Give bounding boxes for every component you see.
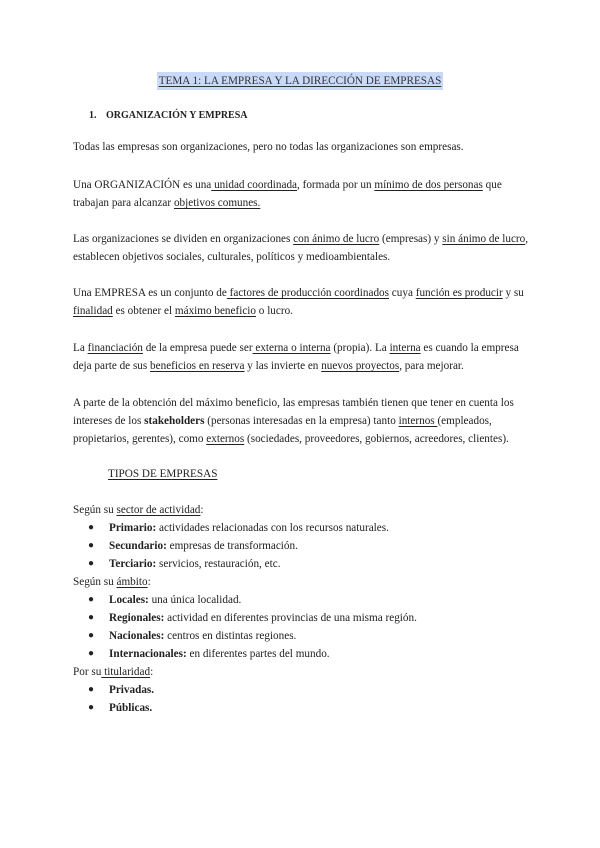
underlined-term: objetivos comunes. bbox=[173, 197, 261, 209]
underlined-term: internos bbox=[398, 415, 438, 427]
item-term: Secundario: bbox=[109, 540, 167, 552]
list-item bbox=[73, 591, 533, 609]
bullet-icon: ● bbox=[88, 648, 95, 659]
underlined-term: finalidad bbox=[73, 305, 113, 317]
group-label-titularidad bbox=[73, 663, 533, 681]
underlined-term: función es producir bbox=[415, 287, 503, 299]
text-run: (empresas) y bbox=[379, 233, 443, 245]
bullet-icon: ● bbox=[88, 522, 95, 533]
list-item bbox=[73, 681, 533, 699]
section-title: ORGANIZACIÓN Y EMPRESA bbox=[106, 110, 248, 121]
bullet-icon: ● bbox=[88, 612, 95, 623]
list-item bbox=[73, 537, 533, 555]
item-desc: una única localidad. bbox=[148, 594, 242, 606]
list-item bbox=[73, 627, 533, 645]
text-run: La bbox=[73, 342, 88, 354]
text-run: : bbox=[150, 666, 154, 678]
titularidad-list bbox=[73, 681, 533, 717]
bullet-icon: ● bbox=[88, 630, 95, 641]
underlined-term: sector de actividad bbox=[116, 504, 201, 516]
text-run: Por su bbox=[73, 666, 102, 678]
item-term: Primario: bbox=[109, 522, 157, 534]
text-run: : bbox=[200, 504, 204, 516]
text-run: Una EMPRESA es un conjunto de bbox=[73, 287, 227, 299]
paragraph-organization-types bbox=[73, 230, 531, 266]
text-run: (propia). La bbox=[330, 342, 390, 354]
text-run: , formada por un bbox=[297, 179, 375, 191]
list-item bbox=[73, 699, 533, 717]
item-desc: empresas de transformación. bbox=[166, 540, 298, 552]
paragraph-stakeholders bbox=[73, 394, 531, 448]
item-term: Nacionales: bbox=[109, 630, 165, 642]
paragraph-company-definition bbox=[73, 284, 531, 320]
text-run: y su bbox=[502, 287, 524, 299]
document-title-wrap bbox=[0, 72, 600, 90]
item-term: Terciario: bbox=[109, 558, 157, 570]
bullet-icon: ● bbox=[88, 594, 95, 605]
item-desc: actividades relacionadas con los recursos naturales. bbox=[156, 522, 389, 534]
ambito-list bbox=[73, 591, 533, 663]
text-run: que trabajan para alcanzar bbox=[73, 179, 502, 209]
underlined-term: máximo beneficio bbox=[174, 305, 256, 317]
paragraph-financing bbox=[73, 339, 531, 375]
text-run: cuya bbox=[389, 287, 416, 299]
section-heading bbox=[89, 107, 248, 125]
underlined-term: titularidad bbox=[101, 666, 151, 678]
item-term: Internacionales: bbox=[109, 648, 187, 660]
text-run: Las organizaciones se dividen en organizaciones bbox=[73, 233, 294, 245]
text-run: y las invierte en bbox=[244, 360, 322, 372]
list-item bbox=[73, 645, 533, 663]
text-run: o lucro. bbox=[256, 305, 293, 317]
underlined-term: sin ánimo de lucro bbox=[442, 233, 526, 245]
text-run: (personas interesadas en la empresa) tanto bbox=[204, 415, 399, 427]
bullet-icon: ● bbox=[88, 558, 95, 569]
section-number: 1. bbox=[89, 110, 97, 121]
underlined-term: factores de producción coordinados bbox=[226, 287, 389, 299]
underlined-term: ámbito bbox=[116, 576, 148, 588]
group-label-sector bbox=[73, 501, 533, 519]
company-types-list bbox=[73, 501, 533, 717]
item-term: Privadas. bbox=[109, 684, 155, 696]
sector-list bbox=[73, 519, 533, 573]
list-item bbox=[73, 519, 533, 537]
group-label-ambito bbox=[73, 573, 533, 591]
underlined-term: nuevos proyectos bbox=[321, 360, 400, 372]
list-item bbox=[73, 555, 533, 573]
text-run: (sociedades, proveedores, gobiernos, acreedores, clientes). bbox=[244, 433, 509, 445]
text-run: de la empresa puede ser bbox=[142, 342, 253, 354]
underlined-term: externa o interna bbox=[252, 342, 331, 354]
text-run: Según su bbox=[73, 576, 117, 588]
text-run: es cuando la empresa deja parte de sus bbox=[73, 342, 519, 372]
text-run: : bbox=[147, 576, 151, 588]
text-run: (empleados, propietarios, gerentes), como bbox=[73, 415, 492, 445]
text-run: A parte de la obtención del máximo beneficio, las empresas también tienen que tener en cuenta los intereses de los bbox=[73, 397, 514, 427]
item-desc: centros en distintas regiones. bbox=[164, 630, 297, 642]
bullet-icon: ● bbox=[88, 702, 95, 713]
text-run: Una ORGANIZACIÓN es una bbox=[73, 179, 212, 191]
underlined-term: interna bbox=[389, 342, 421, 354]
underlined-term: financiación bbox=[87, 342, 143, 354]
underlined-term: unidad coordinada bbox=[211, 179, 298, 191]
text-run: , para mejorar. bbox=[399, 360, 464, 372]
item-desc: actividad en diferentes provincias de una misma región. bbox=[164, 612, 417, 624]
subsection-heading: TIPOS DE EMPRESAS bbox=[108, 468, 218, 480]
paragraph-organization-definition bbox=[73, 176, 531, 212]
bold-term: stakeholders bbox=[144, 415, 205, 427]
item-term: Públicas. bbox=[109, 702, 153, 714]
item-desc: servicios, restauración, etc. bbox=[156, 558, 281, 570]
underlined-term: con ánimo de lucro bbox=[293, 233, 380, 245]
list-item bbox=[73, 609, 533, 627]
text-run: Según su bbox=[73, 504, 117, 516]
bullet-icon: ● bbox=[88, 684, 95, 695]
item-term: Locales: bbox=[109, 594, 149, 606]
underlined-term: beneficios en reserva bbox=[150, 360, 245, 372]
bullet-icon: ● bbox=[88, 540, 95, 551]
text-run: es obtener el bbox=[112, 305, 175, 317]
paragraph-organizations: Todas las empresas son organizaciones, pero no todas las organizaciones son empresas. bbox=[73, 141, 464, 153]
underlined-term: mínimo de dos personas bbox=[374, 179, 483, 191]
text-run: , establecen objetivos sociales, culturales, políticos y medioambientales. bbox=[73, 233, 529, 263]
item-term: Regionales: bbox=[109, 612, 165, 624]
document-title: TEMA 1: LA EMPRESA Y LA DIRECCIÓN DE EMPRESAS bbox=[157, 72, 444, 90]
item-desc: en diferentes partes del mundo. bbox=[186, 648, 330, 660]
underlined-term: externos bbox=[206, 433, 245, 445]
